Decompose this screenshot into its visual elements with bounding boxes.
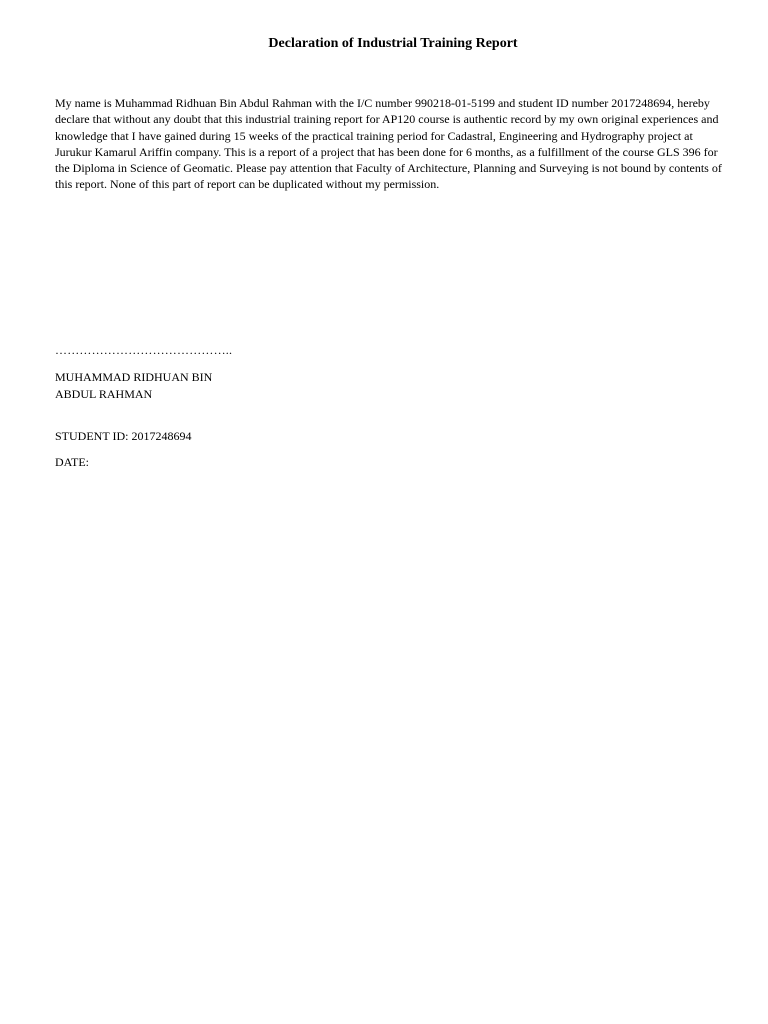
student-id: STUDENT ID: 2017248694: [55, 429, 192, 443]
signatory-name: [55, 369, 212, 402]
signature-line: ……………………………………..: [55, 343, 233, 357]
declaration-paragraph: My name is Muhammad Ridhuan Bin Abdul Rahman with the I/C number 990218-01-5199 and student ID number 2017248694, hereby declare that without any doubt that this industrial training report for AP120 course is authentic record by my own original experiences and knowledge that I have gained during 15 weeks of the practical training period for Cadastral, Engineering and Hydrography project at Jurukur Kamarul Ariffin company. This is a report of a project that has been done for 6 months, as a fulfillment of the course GLS 396 for the Diploma in Science of Geomatic. Please pay attention that Faculty of Architecture, Planning and Surveying is not bound by contents of this report. None of this part of report can be duplicated without my permission.: [55, 96, 722, 192]
document-title: Declaration of Industrial Training Report: [268, 36, 518, 51]
signatory-name-line-2: ABDUL RAHMAN: [55, 386, 153, 401]
signatory-name-line-1: MUHAMMAD RIDHUAN BIN: [55, 370, 213, 384]
date-label: DATE:: [55, 455, 89, 469]
